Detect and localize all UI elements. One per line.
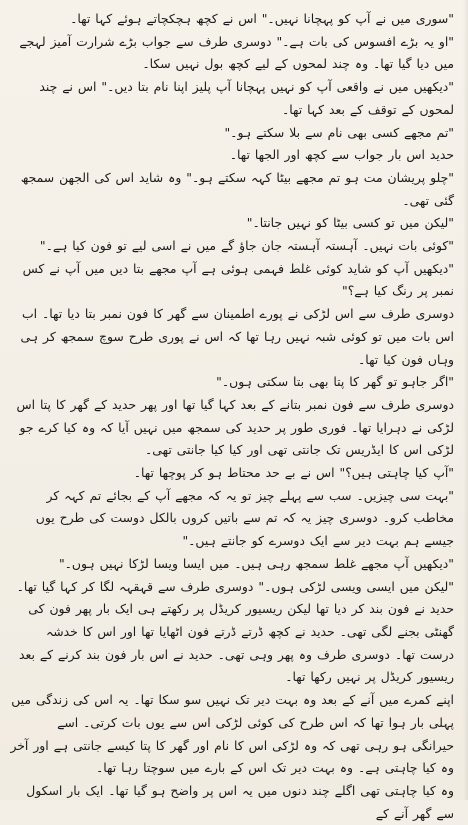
urdu-text-body — [10, 8, 454, 825]
paragraph: "دیکھیں میں نے واقعی آپ کو نہیں پہچانا آپ پلیز اپنا نام بتا دیں۔" اس نے چند لمحوں کے توقف کے بعد کہا تھا۔ — [39, 79, 454, 117]
paragraph: "چلو پریشان مت ہو تم مجھے بیٹا کہہ سکتے ہو۔" وہ شاید اس کی الجھن سمجھ گئی تھی۔ — [20, 169, 454, 208]
page-edge-shadow — [463, 0, 468, 800]
paragraph: حدید اس بار جواب سے کچھ اور الجھا تھا۔ — [229, 147, 454, 163]
paragraph: "کوئی بات نہیں۔ آہستہ آہستہ جان جاؤ گے میں نے اسی لیے تو فون کیا ہے۔" — [39, 238, 454, 254]
paragraph: "لیکن میں ایسی ویسی لڑکی ہوں۔" دوسری طرف سے قہقہہ لگا کر کہا گیا تھا۔ — [16, 578, 454, 594]
paragraph: "بہت سی چیزیں۔ سب سے پہلے چیز تو یہ کہ مجھے آپ کے بجائے تم کہہ کر مخاطب کرو۔ دوسری چیز یہ کہ تم سے باتیں کروں بالکل دوست کی طرح یوں جیسے ہم بہت دیر سے ایک دوسرے کو جانتے ہیں۔" — [35, 487, 454, 549]
paragraph: "آپ کیا چاہتی ہیں؟" اس نے بے حد محتاط ہو کر پوچھا تھا۔ — [133, 465, 454, 481]
paragraph: "اگر جاہو تو گھر کا پتا بھی بتا سکتی ہوں۔" — [216, 374, 454, 390]
paragraph: حدید نے فون بند کر دیا تھا لیکن ریسیور کریڈل پر رکھتے ہی ایک بار پھر فون کی گھنٹی بجنے لگی تھی۔ حدید نے کچھ ڈرتے ڈرتے فون اٹھایا تھا اور اس کا خدشہ درست تھا۔ دوسری طرف وہ پھر وہی تھی۔ حدید نے اس بار فون بند کرنے کے بعد ریسیور کریڈل پر نہیں رکھا تھا۔ — [18, 601, 454, 685]
paragraph: "سوری میں نے آپ کو پہچانا نہیں۔" اس نے کچھ ہچکچاتے ہوئے کہا تھا۔ — [70, 11, 454, 26]
paragraph: وہ کیا چاہتی تھی اگلے چند دنوں میں یہ اس پر واضح ہو گیا تھا۔ ایک بار اسکول سے گھر آنے کے — [26, 782, 454, 821]
paragraph: "دیکھیں آپ کو شاید کوئی غلط فہمی ہوئی ہے آپ مجھے بتا دیں میں آپ نے کس نمبر پر رنگ کیا ہے؟" — [22, 260, 454, 299]
paragraph: "دیکھیں آپ مجھے غلط سمجھ رہی ہیں۔ میں ایسا ویسا لڑکا نہیں ہوں۔" — [58, 555, 454, 571]
paragraph: دوسری طرف سے فون نمبر بتانے کے بعد کہا گیا تھا اور پھر حدید کے گھر کا پتا اس لڑکی نے دہرایا تھا۔ فوری طور پر حدید کی سمجھ میں نہیں آیا کہ وہ کیا کرے جو لڑکی اس کا ایڈریس تک جانتی تھی اور کیا کیا جانتی تھی۔ — [16, 396, 454, 458]
paragraph: "لیکن میں تو کسی بیٹا کو نہیں جانتا۔" — [246, 215, 454, 231]
paragraph: "تم مجھے کسی بھی نام سے بلا سکتے ہو۔" — [224, 124, 454, 140]
paragraph: "او یہ بڑے افسوس کی بات ہے۔" دوسری طرف سے جواب بڑے شرارت آمیز لہجے میں دیا گیا تھا۔ وہ چند لمحوں کے لیے کچھ بول نہیں سکا۔ — [19, 33, 454, 72]
paragraph: اپنے کمرے میں آنے کے بعد وہ بہت دیر تک نہیں سو سکا تھا۔ یہ اس کی زندگی میں پہلی بار ہوا تھا کہ اس طرح کی کوئی لڑکی اس سے یوں بات کرتی۔ اسے حیرانگی ہو رہی تھی کہ وہ لڑکی اس کا نام اور گھر کا پتا کیسے جانتی ہے اور آخر وہ کیا چاہتی ہے۔ وہ بہت دیر تک اس کے بارے میں سوچتا رہا تھا۔ — [10, 692, 454, 776]
paragraph: دوسری طرف سے اس لڑکی نے پورے اطمینان سے گھر کا فون نمبر بتا دیا تھا۔ اب اس بات میں تو کوئی شبہ نہیں رہا تھا کہ اس نے پوری طرح سوچ سمجھ کر ہی وہاں فون کیا تھا۔ — [20, 306, 454, 367]
